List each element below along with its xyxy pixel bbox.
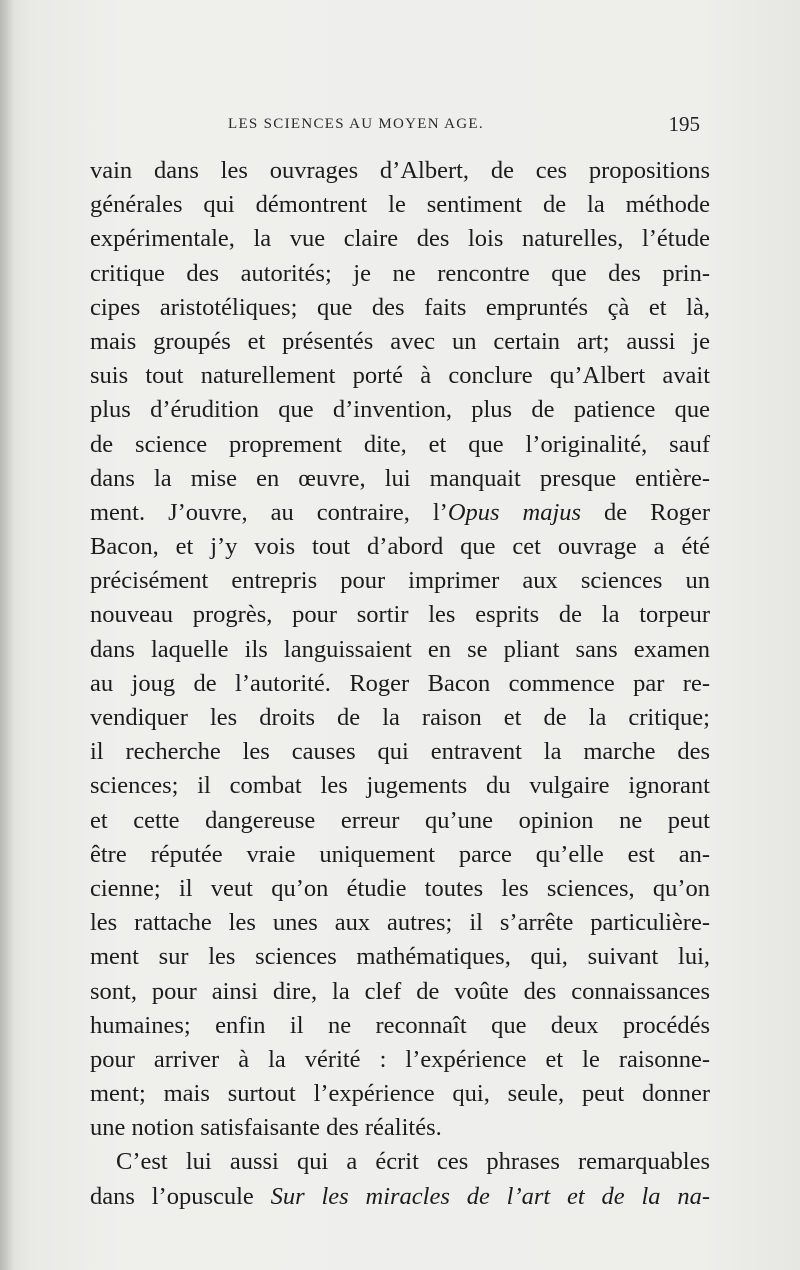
text-line	[90, 1111, 710, 1145]
text-line	[90, 257, 710, 291]
text-segment: critique des autorités; je ne rencontre que des prin-	[90, 259, 710, 287]
italic-text-segment: Opus majus	[447, 498, 582, 526]
text-segment: de science proprement dite, et que l’originalité, sauf	[90, 430, 710, 458]
text-segment: ment. J’ouvre, au contraire, l’	[90, 498, 448, 526]
text-line	[90, 325, 710, 359]
text-segment: vain dans les ouvrages d’Albert, de ces propositions	[90, 157, 710, 184]
text-line	[90, 462, 710, 496]
text-segment: au joug de l’autorité. Roger Bacon commence par re-	[90, 669, 710, 697]
text-segment: expérimentale, la vue claire des lois naturelles, l’étude	[90, 225, 710, 253]
text-segment: vendiquer les droits de la raison et de la critique;	[90, 704, 710, 731]
text-segment: et cette dangereuse erreur qu’une opinion ne peut	[90, 806, 710, 834]
text-segment: les rattache les unes aux autres; il s’arrête particulière-	[90, 909, 710, 937]
page-number: 195	[668, 112, 700, 136]
text-segment: cienne; il veut qu’on étudie toutes les sciences, qu’on	[90, 874, 710, 902]
text-line	[90, 1077, 710, 1111]
text-line	[90, 359, 710, 393]
text-line	[90, 1180, 710, 1214]
text-line	[90, 872, 710, 906]
text-line	[90, 667, 710, 701]
text-segment: cipes aristotéliques; que des faits empruntés çà et là,	[90, 293, 710, 321]
text-segment: il recherche les causes qui entravent la marche des	[90, 738, 710, 766]
italic-text-segment: Sur les miracles de l’art et de la na-	[270, 1182, 710, 1210]
text-segment: pour arriver à la vérité : l’expérience et le raisonne-	[90, 1045, 710, 1073]
text-line	[90, 838, 710, 872]
body-text	[90, 154, 710, 1214]
text-segment: plus d’érudition que d’invention, plus de patience que	[90, 396, 710, 424]
text-line	[90, 701, 710, 735]
text-line	[90, 188, 710, 222]
text-segment: Bacon, et j’y vois tout d’abord que cet ouvrage a été	[90, 533, 710, 561]
text-segment: suis tout naturellement porté à conclure qu’Albert avait	[90, 362, 710, 390]
text-segment: être réputée vraie uniquement parce qu’elle est an-	[90, 840, 710, 868]
text-segment: dans la mise en œuvre, lui manquait presque entière-	[90, 464, 710, 492]
text-line	[90, 804, 710, 838]
text-segment: C’est lui aussi qui a écrit ces phrases remarquables	[116, 1148, 710, 1176]
text-segment: sont, pour ainsi dire, la clef de voûte des connaissances	[90, 977, 710, 1005]
text-line	[90, 940, 710, 974]
text-segment: une notion satisfaisante des réalités.	[90, 1114, 442, 1142]
text-line	[90, 154, 710, 188]
text-segment: précisément entrepris pour imprimer aux sciences un	[90, 567, 710, 595]
text-segment: nouveau progrès, pour sortir les esprits de la torpeur	[90, 601, 710, 629]
text-line	[90, 291, 710, 325]
text-segment: générales qui démontrent le sentiment de la méthode	[90, 191, 710, 219]
text-segment: mais groupés et présentés avec un certain art; aussi je	[90, 327, 710, 355]
text-line	[90, 496, 710, 530]
text-line	[90, 393, 710, 427]
text-line	[90, 222, 710, 256]
text-segment: dans laquelle ils languissaient en se pliant sans examen	[90, 635, 710, 663]
text-segment: de Roger	[581, 498, 711, 526]
text-line	[90, 564, 710, 598]
running-head: LES SCIENCES AU MOYEN AGE.	[228, 116, 484, 132]
text-line	[90, 1145, 710, 1179]
text-segment: sciences; il combat les jugements du vulgaire ignorant	[90, 772, 710, 800]
text-line	[90, 975, 710, 1009]
text-segment: ment sur les sciences mathématiques, qui, suivant lui,	[90, 943, 710, 971]
text-line	[90, 906, 710, 940]
text-line	[90, 769, 710, 803]
text-segment: dans l’opuscule	[90, 1182, 271, 1210]
text-segment: ment; mais surtout l’expérience qui, seule, peut donner	[90, 1080, 710, 1108]
text-segment: humaines; enfin il ne reconnaît que deux procédés	[90, 1011, 710, 1039]
text-line	[90, 598, 710, 632]
text-line	[90, 735, 710, 769]
text-line	[90, 1009, 710, 1043]
text-line	[90, 633, 710, 667]
text-line	[90, 530, 710, 564]
text-line	[90, 1043, 710, 1077]
text-line	[90, 428, 710, 462]
spine-shadow	[0, 0, 14, 1270]
